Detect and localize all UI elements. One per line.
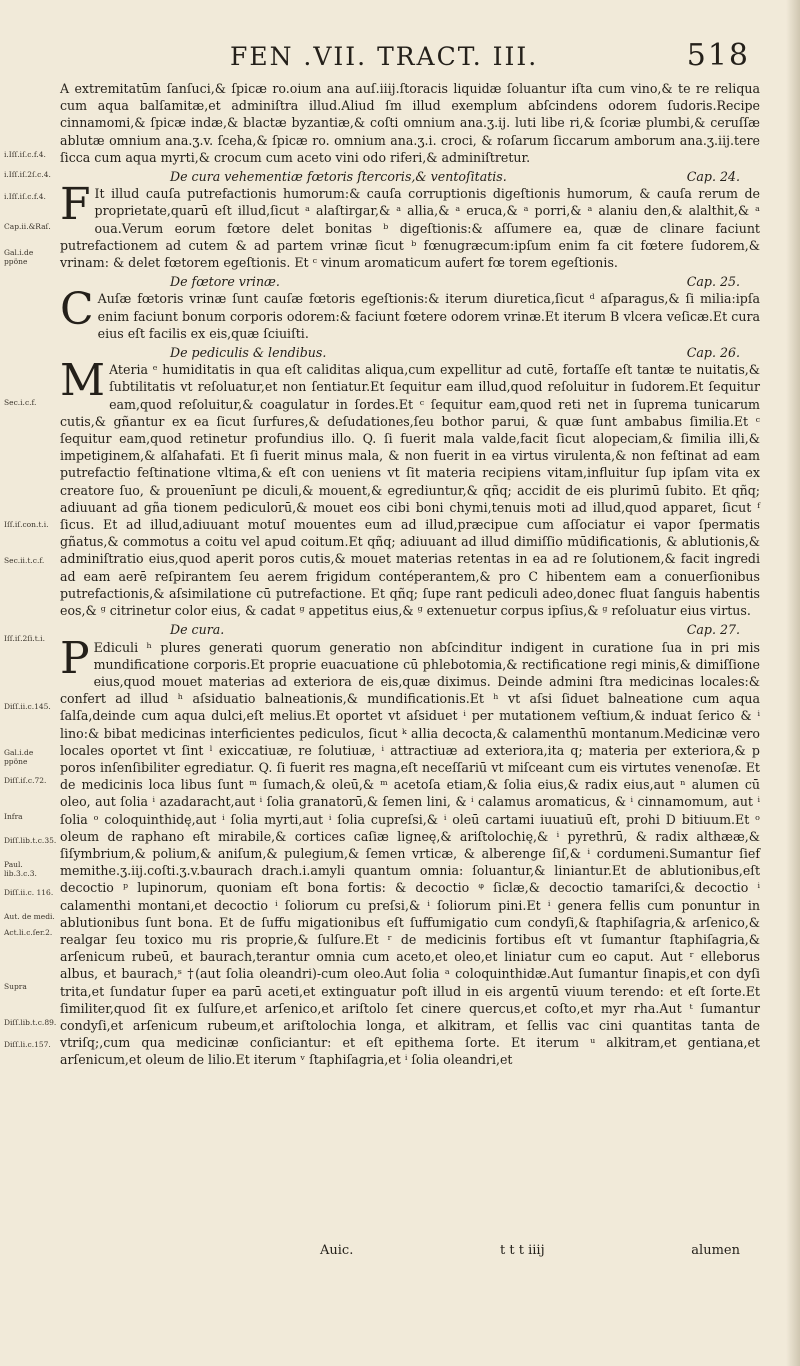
chapter-title: De cura. <box>170 622 225 638</box>
drop-cap: P <box>60 632 90 684</box>
chapter-heading <box>60 621 760 638</box>
drop-cap: C <box>60 284 94 336</box>
margin-note: Diſſ.li.c.157. <box>4 1040 51 1049</box>
drop-cap: M <box>60 355 106 407</box>
margin-note: Sec.i.c.f. <box>4 398 37 407</box>
margin-note: Supra <box>4 982 27 991</box>
margin-note: Act.li.c.ſer.2. <box>4 928 53 937</box>
chapter-heading <box>60 344 760 361</box>
margin-note: Diſſ.lib.t.c.89. <box>4 1018 57 1027</box>
page-number: 518 <box>686 38 750 73</box>
running-header <box>230 38 750 78</box>
page-footer <box>320 1243 740 1258</box>
margin-note: Diſſ.lib.t.c.35. <box>4 836 57 845</box>
chapter-heading <box>60 273 760 290</box>
paragraph-text: A extremitatūm ſanſuci,& ſpicæ ro.oium ana auſ.iiij.ſtoracis liquidæ ſoluantur iſta cum vino,& te re reliqua cum aqua balſamitæ,et adminiſtra illud.Aliud ſm illud exemplum abſcindens odorem ſudoris.Recipe cinnamomi,& ſpicæ indæ,& blactæ byzantiæ,& coſti omnium ana.ʒ.ij. luti libe ri,& ſcoriæ plumbi,& ceruſſæ ablutæ omnium ana.ʒ.v. ſceha,& ſpicæ ro. omnium ana.ʒ.i. croci, & roſarum ſiccarum amborum ana.ʒ.iij.tere ſicca cum aqua myrti,& crocum cum aceto vini odo riferi,& adminiſtretur. <box>60 81 760 165</box>
margin-note: Diſſ.ii.c. 116. <box>4 888 54 897</box>
margin-note: Paul. lib.3.c.3. <box>4 860 37 878</box>
chapter-title: De fœtore vrinæ. <box>170 274 280 290</box>
chapter-number: Cap. 25. <box>686 274 740 290</box>
catchword-left: Auic. <box>320 1243 354 1258</box>
margin-note: Aut. de medi. <box>4 912 55 921</box>
margin-note: Iſſ.iſ.con.t.i. <box>4 520 49 529</box>
margin-note: i.Iſſ.iſ.c.f.4. <box>4 150 46 159</box>
main-text <box>60 80 760 1069</box>
chapter-number: Cap. 24. <box>686 169 740 185</box>
text-paragraph <box>60 80 760 166</box>
text-paragraph <box>60 284 760 342</box>
margin-note: Gal.i.de ppöne <box>4 748 34 766</box>
margin-note: Gal.i.de ppöne <box>4 248 34 266</box>
paragraph-text: Ediculi ʰ plures generati quorum generatio non abſcinditur indigent in curatione ſua in pri mis mundificatione corporis.Et proprie euacuatione cū phlebotomia,& rectificatione regi minis,& dimiſſione eius,quod mouet materias ad exteriora de eis,quæ diximus. Deinde admini ſtra medicinas locales:& confert ad illud ʰ aſsiduatio balneationis,& mundificationis.Et ʰ vt aſsi ſiduet balneatione cum aqua ſalſa,deinde cum aqua dulci,eſt melius.Et oportet vt aſsiduet ⁱ per mutationem veſtium,& induat ſerico & ⁱ lino:& bibat medicinas interficientes pediculos, ſicut ᵏ allia decocta,& calamenthū montanum.Medicinæ vero locales oportet vt ſint ˡ exiccatiuæ, re ſolutiuæ, ⁱ attractiuæ ad exteriora,ita q; materia per exteriora,& p poros inſenſibiliter egrediatur. Q. ſi fuerit res magna,eſt neceſſariū vt miſceant cum eis virtutes venenoſæ. Et de medicinis loca libus ſunt ᵐ ſumach,& oleū,& ᵐ acetoſa etiam,& ſolia eius,& radix eius,aut ⁿ alumen cū oleo, aut ſolia ⁱ azadaracht,aut ⁱ ſolia granatorū,& ſemen lini, & ⁱ calamus aromaticus, & ⁱ cinnamomum, aut ⁱ ſolia ᵒ coloquinthidę,aut ⁱ ſolia myrti,aut ⁱ ſolia cupreſsi,& ⁱ oleū cartami iuuatiuū eſt, prohi D bitiuum.Et ᵒ oleum de raphano eſt mirabile,& cortices caſiæ ligneę,& ariſtolochię,& ⁱ pyrethrū, & radix althææ,& ſiſymbrium,& polium,& aniſum,& pulegium,& ſemen vrticæ, & alberenge ſiſ,& ⁱ cordumeni.Sumantur ſief memithe.ʒ.iij.coſti.ʒ.v.baurach drach.i.amyli quantum omnia: ſoluantur,& liniantur.Et de ablutionibus,eſt decoctio ᵖ lupinorum, quoniam eſt bona fortis: & decoctio ᵠ ſiclæ,& decoctio tamariſci,& decoctio ⁱ calamenthi montani,et decoctio ⁱ ſoliorum cu preſsi,& ⁱ ſoliorum pini.Et ⁱ genera fellis cum ponuntur in ablutionibus ſunt bona. Et de ſuffu migationibus eſt ſuffumigatio cum condyſi,& ſtaphiſagria,& arſenico,& realgar ſeu toxico mu ris proprie,& ſulſure.Et ʳ de medicinis fortibus eſt vt ſumantur ſtaphiſagria,& arſenicum rubeū, et baurach,terantur omnia cum aceto,et oleo,et liniatur cum eo caput. Aut ʳ elleborus albus, et baurach,ˢ †(aut ſolia oleandri)-cum oleo.Aut ſolia ᵃ coloquinthidæ.Aut ſumantur ſinapis,et con dyſi trita,et ſundatur ſuper ea parū aceti,et extinguatur poſt illud in eis argentū viuum terendo: et eſt ſorte.Et ſimiliter,quod ſit ex ſulſure,et arſenico,et ariſtolo ſet cinere quercus,et coſto,et myr rha.Aut ᵗ ſumantur condyſi,et arſenicum rubeum,et ariſtolochia longa, et alkitram, et ſellis vac cini quantitas tanta de vtriſq;,cum qua medicinæ conſiciantur: et eſt epithema ſorte. Et iterum ᵘ alkitram,et gentiana,et arſenicum,et oleum de lilio.Et iterum ᵛ ſtaphiſagria,et ⁱ ſolia oleandri,et <box>60 639 760 1068</box>
margin-note: Iſſ.iſ.2ſi.t.i. <box>4 634 45 643</box>
page-edge-shadow <box>786 0 800 1366</box>
header-title: FEN .VII. TRACT. III. <box>230 42 539 71</box>
text-paragraph <box>60 355 760 619</box>
margin-note: Sec.ii.t.c.f. <box>4 556 45 565</box>
chapter-number: Cap. 26. <box>686 345 740 361</box>
text-paragraph <box>60 632 760 1069</box>
chapter-title: De cura vehementiæ fœtoris ſtercoris,& ventoſitatis. <box>170 169 507 185</box>
text-paragraph <box>60 179 760 271</box>
margin-note: i.Iſſ.iſ.c.f.4. <box>4 192 46 201</box>
signature-mark: t t t iiij <box>500 1243 545 1258</box>
paragraph-text: Ateria ᵉ humiditatis in qua eſt caliditas aliqua,cum expellitur ad cutē, fortaſſe eſt tantæ te nuitatis,& ſubtilitatis vt reſoluatur,et non ſentiatur.Et ſequitur eam illud,quod reſoluitur in ſudorem.Et ſequitur eam,quod reſoluitur,& coagulatur in ſordes.Et ᶜ ſequitur eam,quod reti net in ſuprema tunicarum cutis,& gñantur ex ea ſicut ſurfures,& deſudationes,ſeu bothor parui, & quæ ſunt ambabus ſimilia.Et ᶜ ſequitur eam,quod retinetur profundius illo. Q. ſi fuerit mala valde,facit ſicut alopeciam,& ſimilia illi,& impetiginem,& alſahafati. Et ſi fuerit minus mala, & non fuerit in ea virtus virulenta,& non feſtinat ad eam putrefactio feſtinatione vltima,& eſt con ueniens vt ſit materia recipiens vitam,influitur ſup ipſam vita ex creatore ſuo, & prouenīunt pe diculi,& mouent,& egrediuntur,& qñq; accidit de eis plurimū ſubito. Et qñq; adiuuant ad gña tionem pediculorū,& mouet eos cibi boni chymi,tenuis moti ad illud,quod apparet, ſicut ᶠ ſicus. Et ad illud,adiuuant motuſ mouentes eum ad illud,præcipue cum aſſociatur ei vapor ſpermatis gñatus,& commotus a coitu vel apud coitum.Et qñq; adiuuant ad illud dimiſſio mūdificationis, & ablutionis,& adminiſtratio eius,quod aperit poros cutis,& mouet materias retentas in ea ad re ſolutionem,& facit ingredi ad eam aerē reſpirantem ſeu aerem frigidum contéperantem,& pro C hibentem eam a conuerſionibus putrefactionis,& aſsimilatione cū putrefactione. Et qñq; ſupe rant pediculi adeo,donec fluat ſanguis habentis eos,& ᵍ citrinetur color eius, & cadat ᵍ appetitus eius,& ᵍ extenuetur corpus ipſius,& ᵍ reſoluatur eius virtus. <box>60 362 760 619</box>
drop-cap: F <box>60 179 91 231</box>
margin-note: Diſſ.ii.c.145. <box>4 702 51 711</box>
margin-note: Diſſ.iſ.c.72. <box>4 776 47 785</box>
paragraph-text: It illud cauſa putrefactionis humorum:& cauſa corruptionis digeſtionis humorum, & cauſa rerum de proprietate,quarū eſt illud,ſicut ᵃ alaſtirgar,& ᵃ allia,& ᵃ eruca,& ᵃ porri,& ᵃ alaniu den,& alalthit,& ᵃ oua.Verum eorum fœtore delet bonitas ᵇ digeſtionis:& aſſumere ea, quæ de clinare faciunt putrefactionem ad cutem & ad partem vrinæ ſicut ᵇ fœnugræcum:ipſum enim fa cit fœtere ſudorem,& vrinam: & delet fœtorem egeſtionis. Et ᶜ vinum aromaticum aufert fœ torem egeſtionis. <box>60 186 760 271</box>
chapter-number: Cap. 27. <box>686 622 740 638</box>
margin-note: Infra <box>4 812 23 821</box>
chapter-title: De pediculis & lendibus. <box>170 345 327 361</box>
catchword-right: alumen <box>691 1243 740 1258</box>
margin-note: i.Iſſ.iſ.2ſ.c.4. <box>4 170 51 179</box>
chapter-heading <box>60 168 760 185</box>
paragraph-text: Auſæ fœtoris vrinæ ſunt cauſæ fœtoris egeſtionis:& iterum diuretica,ſicut ᵈ aſparagus,& ſi milia:ipſa enim faciunt bonum corporis odorem:& faciunt fœtere odorem vrinæ.Et iterum B vlcera veſicæ.Et cura eius eſt facilis ex eis,quæ ſciuiſti. <box>97 291 760 341</box>
margin-note: Cap.ii.&Raſ. <box>4 222 51 231</box>
